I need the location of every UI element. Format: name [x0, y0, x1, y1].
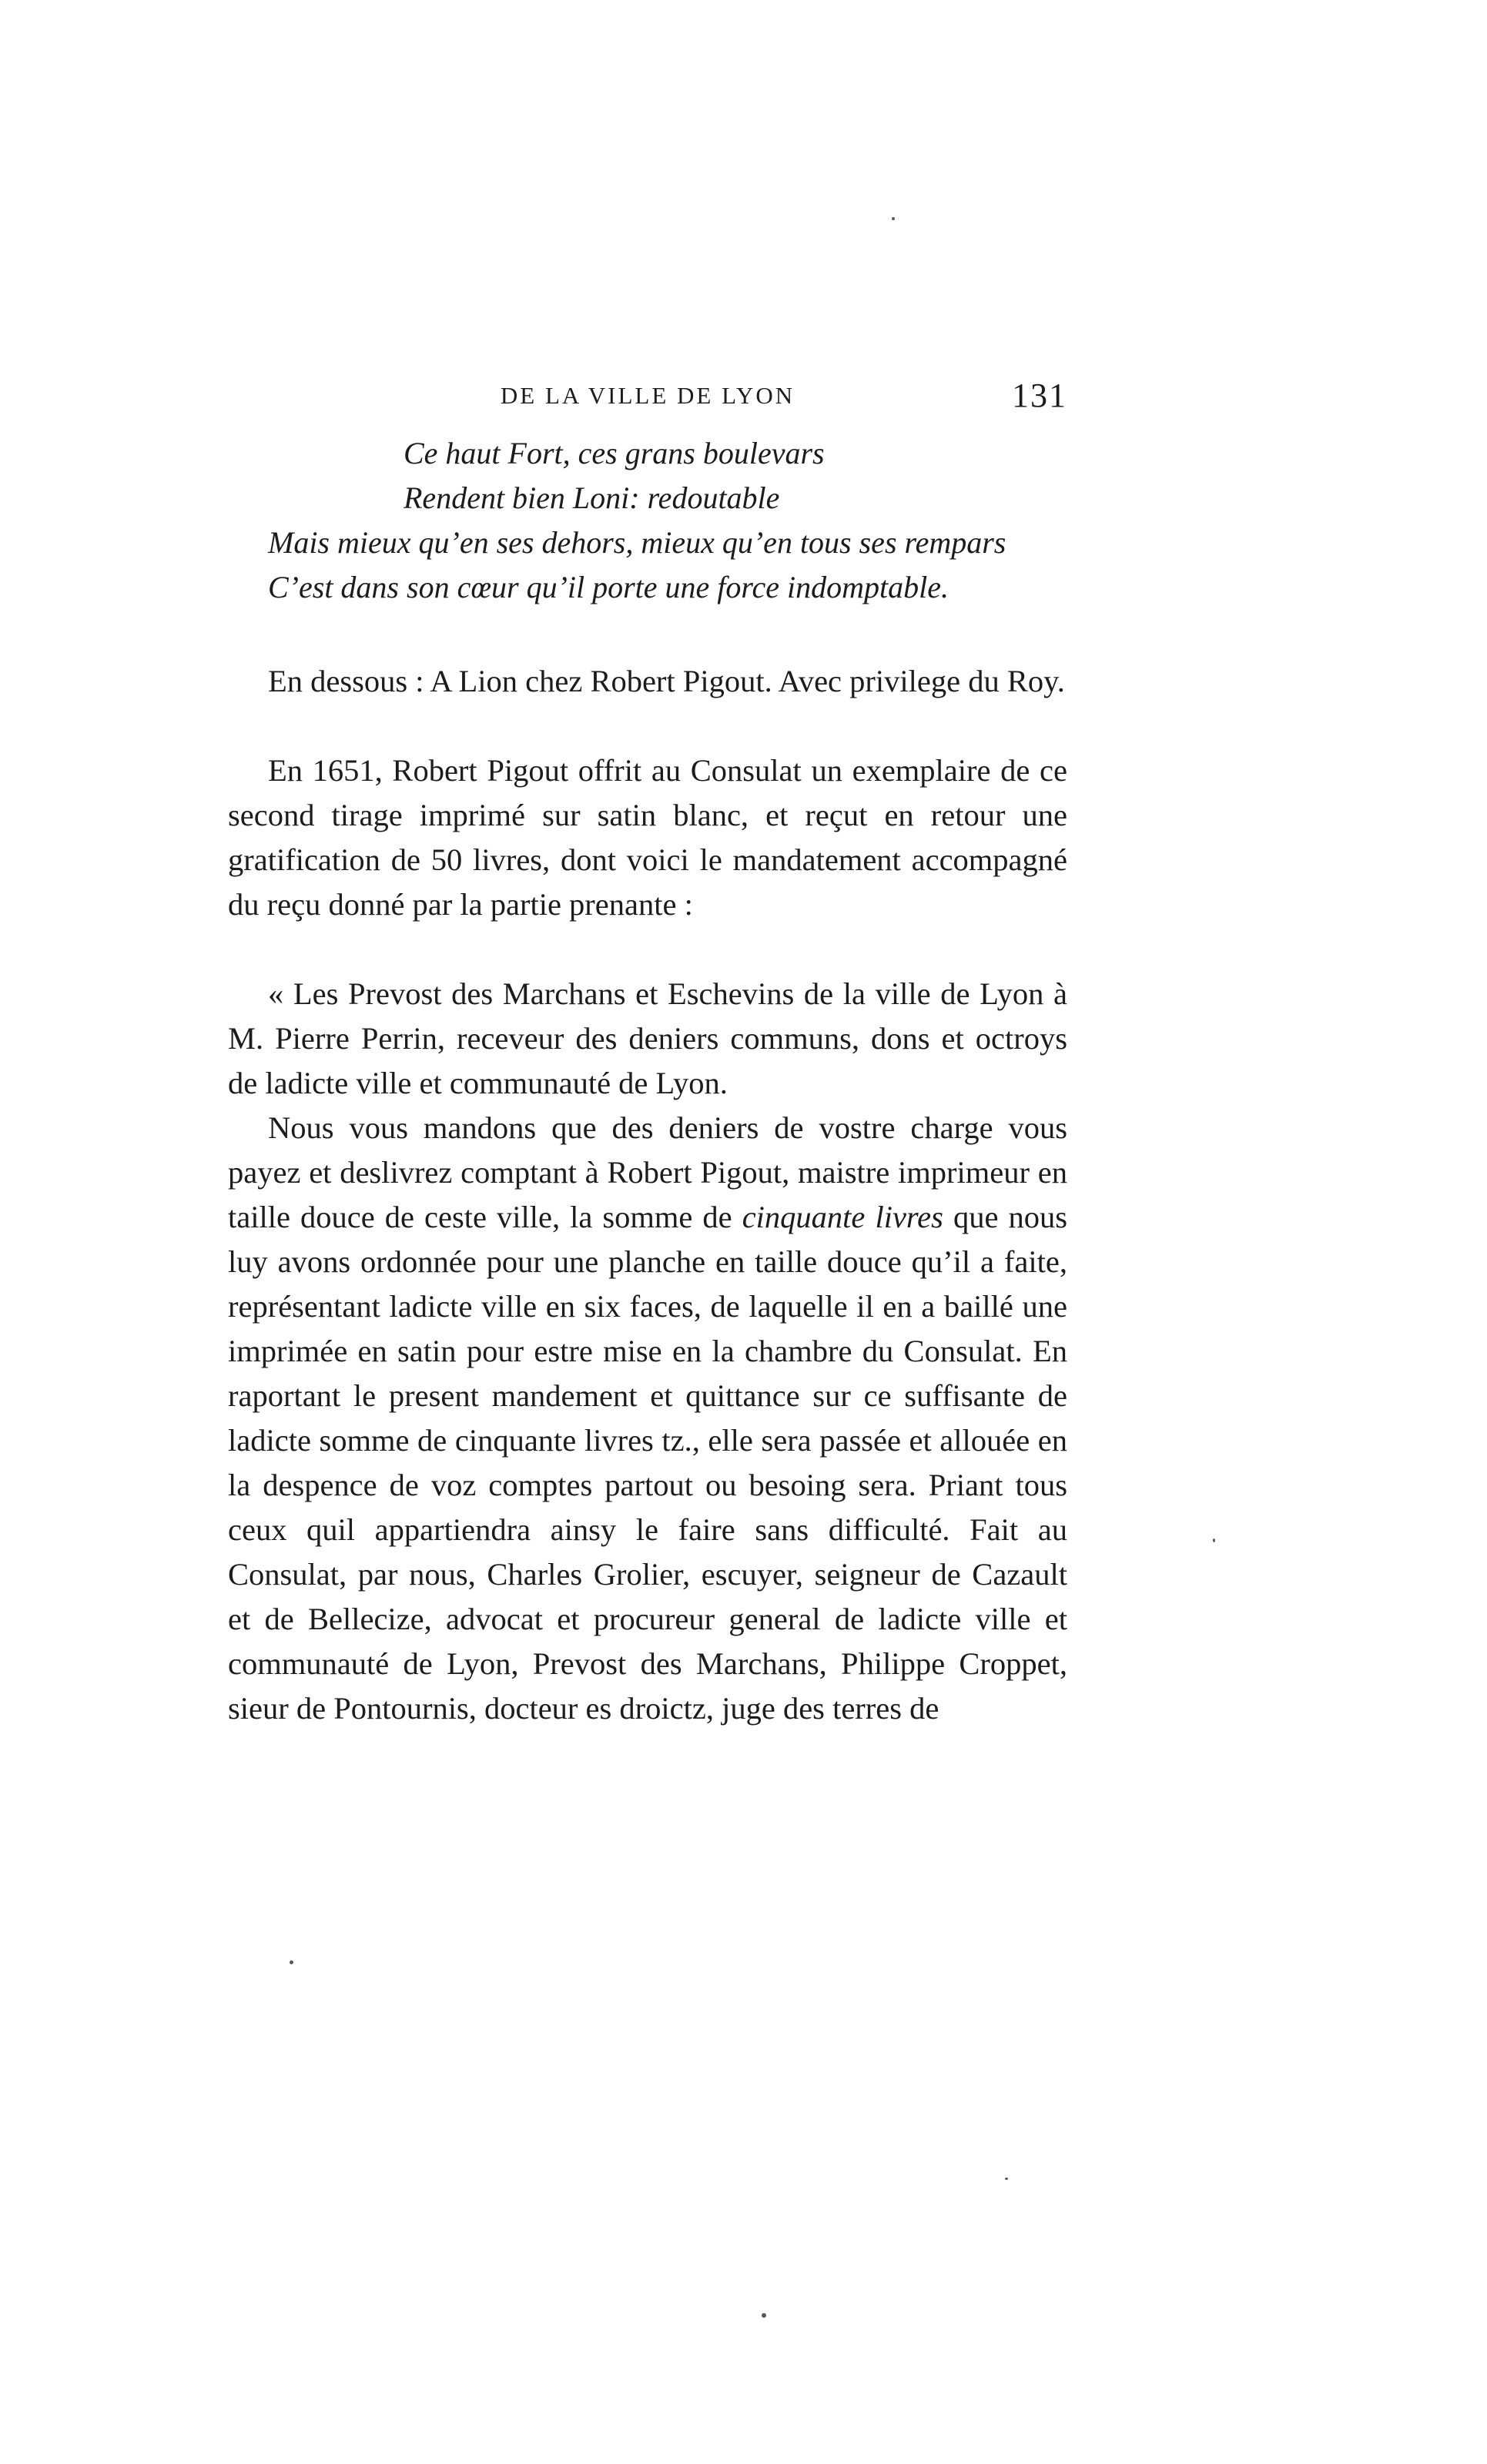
paragraph-mandate-body	[228, 1106, 1067, 1731]
verse-line-4: C’est dans son cœur qu’il porte une force indomptable.	[268, 570, 949, 604]
scan-speck	[892, 217, 895, 220]
paragraph-gift: En 1651, Robert Pigout offrit au Consulat un exemplaire de ce second tirage imprimé sur satin blanc, et reçut en retour une gratification de 50 livres, dont voici le mandatement accompagné du reçu donné par la partie prenante :	[228, 753, 1067, 922]
mandate-text-end: que nous luy avons ordonnée pour une planche en taille douce qu’il a faite, représentant ladicte ville en six faces, de laquelle il en a baillé une imprimée en satin pour estre mise en la chambre du Consulat. En raportant le present mandement et quittance sur ce suffisante de ladicte somme de cinquante livres tz., elle sera passée et allouée en la despence de voz comptes partout ou besoing sera. Priant tous ceux quil appartiendra ainsy le faire sans difficulté. Fait au Consulat, par nous, Charles Grolier, escuyer, seigneur de Cazault et de Bellecize, advocat et procureur general de ladicte ville et communauté de Lyon, Prevost des Marchans, Philippe Croppet, sieur de Pontournis, docteur es droictz, juge des terres de	[228, 1200, 1068, 1726]
verse-line-1: Ce haut Fort, ces grans boulevars	[404, 436, 825, 470]
running-head	[228, 376, 1067, 422]
scan-speck	[1005, 2178, 1008, 2180]
verse-quatrain	[228, 431, 1067, 610]
scan-speck	[762, 2313, 766, 2318]
paragraph-inscription: En dessous : A Lion chez Robert Pigout. Avec privilege du Roy.	[268, 664, 1065, 698]
scan-speck	[1213, 1538, 1215, 1542]
paragraph-mandate-address: « Les Prevost des Marchans et Eschevins de la ville de Lyon à M. Pierre Perrin, receveur des deniers communs, dons et octroys de ladicte ville et communauté de Lyon.	[228, 976, 1067, 1100]
running-title	[228, 382, 1067, 410]
text-block	[228, 431, 1067, 1731]
page-number: 131	[1012, 377, 1067, 414]
mandate-amount-italic: cinquante livres	[742, 1200, 943, 1234]
running-title-text: DE LA VILLE DE LYON	[500, 382, 795, 409]
scan-speck	[290, 1960, 293, 1964]
mandate-text-start: Nous vous mandons que des deniers de vostre charge vous payez et deslivrez comptant à Robert Pigout, maistre imprimeur en taille douce de ceste ville, la somme de	[228, 1110, 1067, 1234]
verse-line-3: Mais mieux qu’en ses dehors, mieux qu’en tous ses rempars	[268, 525, 1006, 560]
verse-line-2: Rendent bien Loni: redoutable	[404, 480, 780, 515]
